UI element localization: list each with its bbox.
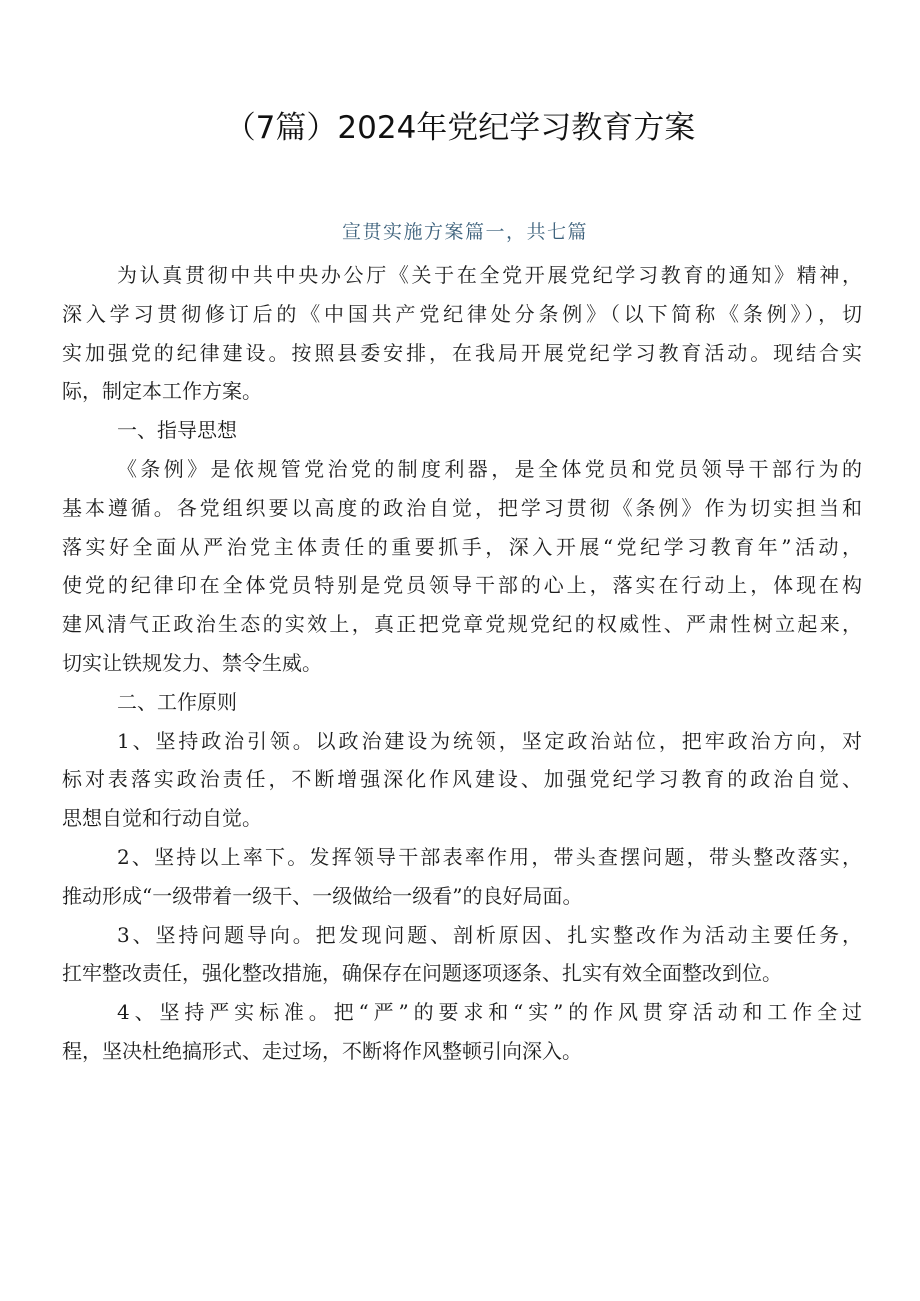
- paragraph-line: 2、坚持以上率下。发挥领导干部表率作用，带头查摆问题，带头整改落实，: [117, 844, 862, 869]
- paragraph-line: 标对表落实政治责任，不断增强深化作风建设、加强党纪学习教育的政治自觉、: [62, 767, 862, 792]
- paragraph: [62, 838, 862, 916]
- paragraph-line: 推动形成“一级带着一级干、一级做给一级看”的良好局面。: [62, 883, 583, 908]
- paragraph: [62, 916, 862, 994]
- paragraph-line: 扛牢整改责任，强化整改措施，确保存在问题逐项逐条、扎实有效全面整改到位。: [62, 961, 782, 986]
- paragraph: [62, 993, 862, 1071]
- paragraph-line: 建风清气正政治生态的实效上，真正把党章党规党纪的权威性、严肃性树立起来，: [62, 612, 862, 637]
- paragraph: [62, 722, 862, 838]
- paragraph: [62, 256, 862, 411]
- paragraph-line: 实加强党的纪律建设。按照县委安排，在我局开展党纪学习教育活动。现结合实: [62, 340, 862, 365]
- paragraph-line: 基本遵循。各党组织要以高度的政治自觉，把学习贯彻《条例》作为切实担当和: [62, 495, 862, 520]
- paragraph-line: 3、坚持问题导向。把发现问题、剖析原因、扎实整改作为活动主要任务，: [117, 922, 862, 947]
- paragraph-line: 切实让铁规发力、禁令生威。: [62, 650, 322, 675]
- paragraph-line: 思想自觉和行动自觉。: [62, 806, 262, 831]
- paragraph: [62, 450, 862, 683]
- heading-line: 一、指导思想: [117, 418, 237, 443]
- heading-line: 二、工作原则: [117, 689, 237, 714]
- paragraph-line: 为认真贯彻中共中央办公厅《关于在全党开展党纪学习教育的通知》精神，: [117, 263, 862, 287]
- paragraph-line: 使党的纪律印在全体党员特别是党员领导干部的心上，落实在行动上，体现在构: [62, 573, 862, 598]
- document-subtitle: 宣贯实施方案篇一，共七篇: [341, 221, 588, 243]
- paragraph-line: 深入学习贯彻修订后的《中国共产党纪律处分条例》（以下简称《条例》），切: [62, 301, 862, 326]
- paragraph-line: 际，制定本工作方案。: [62, 379, 262, 404]
- paragraph-line: 落实好全面从严治党主体责任的重要抓手，深入开展“党纪学习教育年”活动，: [62, 534, 862, 559]
- document-body: [62, 256, 862, 1071]
- document-title: （7篇）2024年党纪学习教育方案: [224, 110, 696, 146]
- paragraph-line: 程，坚决杜绝搞形式、走过场，不断将作风整顿引向深入。: [62, 1038, 582, 1063]
- paragraph-line: 《条例》是依规管党治党的制度利器，是全体党员和党员领导干部行为的: [117, 456, 862, 481]
- section-heading: [62, 411, 862, 450]
- paragraph-line: 4、坚持严实标准。把“严”的要求和“实”的作风贯穿活动和工作全过: [117, 1000, 862, 1025]
- section-heading: [62, 683, 862, 722]
- paragraph-line: 1、坚持政治引领。以政治建设为统领，坚定政治站位，把牢政治方向，对: [117, 728, 862, 753]
